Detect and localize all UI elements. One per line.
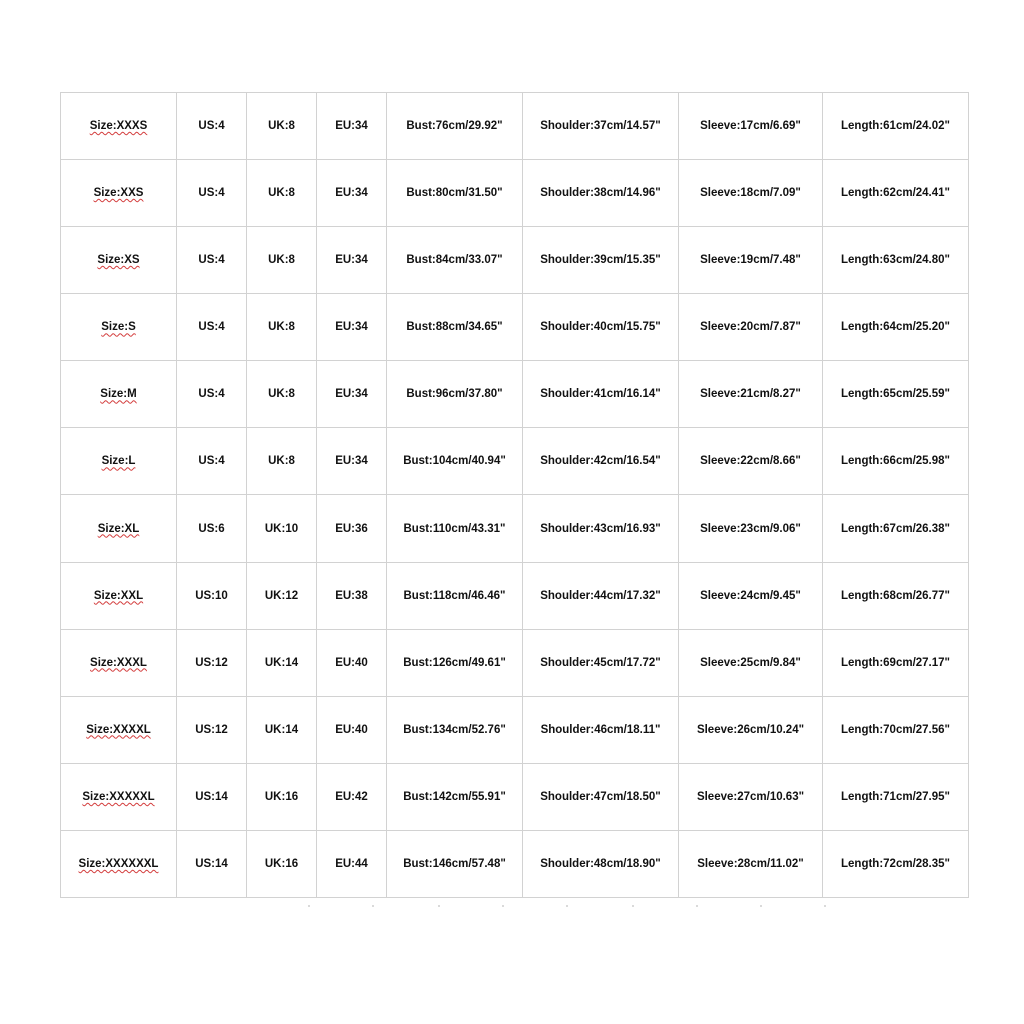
eu-size-cell bbox=[317, 763, 387, 830]
table-row bbox=[61, 629, 969, 696]
table-row bbox=[61, 294, 969, 361]
uk-size-cell bbox=[247, 294, 317, 361]
length-cell-text: Length:67cm/26.38" bbox=[841, 522, 950, 535]
table-row bbox=[61, 562, 969, 629]
us-size-cell-text: US:10 bbox=[195, 589, 228, 602]
sleeve-cell-text: Sleeve:23cm/9.06" bbox=[700, 522, 801, 535]
uk-size-cell-text: UK:12 bbox=[264, 589, 299, 602]
sleeve-cell-text: Sleeve:28cm/11.02" bbox=[697, 857, 804, 870]
length-cell-text: Length:70cm/27.56" bbox=[841, 723, 950, 736]
size-cell-text: Size:XXXXXL bbox=[82, 790, 155, 803]
eu-size-cell-text: EU:36 bbox=[335, 522, 368, 535]
sleeve-cell bbox=[679, 495, 823, 562]
size-cell bbox=[61, 830, 177, 897]
sleeve-cell-text: Sleeve:27cm/10.63" bbox=[696, 790, 805, 803]
bust-cell-text: Bust:142cm/55.91" bbox=[403, 790, 506, 803]
shoulder-cell-text: Shoulder:46cm/18.11" bbox=[540, 723, 661, 736]
us-size-cell-text: US:4 bbox=[198, 187, 225, 200]
size-cell bbox=[61, 495, 177, 562]
sleeve-cell bbox=[679, 562, 823, 629]
bust-cell bbox=[387, 227, 523, 294]
shoulder-cell-text: Shoulder:39cm/15.35" bbox=[540, 254, 661, 267]
eu-size-cell-text: EU:40 bbox=[335, 723, 368, 736]
shoulder-cell bbox=[523, 696, 679, 763]
us-size-cell-text: US:12 bbox=[195, 656, 228, 669]
uk-size-cell bbox=[247, 495, 317, 562]
sleeve-cell-text: Sleeve:25cm/9.84" bbox=[700, 656, 801, 669]
bust-cell bbox=[387, 495, 523, 562]
length-cell bbox=[823, 227, 969, 294]
eu-size-cell bbox=[317, 830, 387, 897]
length-cell-text: Length:71cm/27.95" bbox=[841, 790, 950, 803]
sleeve-cell bbox=[679, 763, 823, 830]
uk-size-cell-text: UK:8 bbox=[268, 388, 295, 401]
uk-size-cell bbox=[247, 830, 317, 897]
size-cell bbox=[61, 696, 177, 763]
length-cell-text: Length:68cm/26.77" bbox=[841, 589, 950, 602]
bust-cell bbox=[387, 763, 523, 830]
us-size-cell-text: US:4 bbox=[198, 120, 225, 133]
bust-cell-text: Bust:80cm/31.50" bbox=[406, 187, 503, 200]
shoulder-cell-text: Shoulder:47cm/18.50" bbox=[540, 790, 661, 803]
table-row bbox=[61, 160, 969, 227]
shoulder-cell-text: Shoulder:38cm/14.96" bbox=[540, 187, 661, 200]
sleeve-cell-text: Sleeve:26cm/10.24" bbox=[696, 723, 805, 736]
sleeve-cell bbox=[679, 93, 823, 160]
table-row bbox=[61, 763, 969, 830]
size-cell bbox=[61, 160, 177, 227]
sleeve-cell-text: Sleeve:20cm/7.87" bbox=[700, 321, 801, 334]
table-row bbox=[61, 428, 969, 495]
bust-cell-text: Bust:126cm/49.61" bbox=[403, 656, 506, 669]
us-size-cell bbox=[177, 830, 247, 897]
shoulder-cell bbox=[523, 160, 679, 227]
sleeve-cell bbox=[679, 830, 823, 897]
size-cell bbox=[61, 93, 177, 160]
size-cell bbox=[61, 428, 177, 495]
length-cell bbox=[823, 160, 969, 227]
eu-size-cell bbox=[317, 428, 387, 495]
eu-size-cell bbox=[317, 294, 387, 361]
us-size-cell bbox=[177, 361, 247, 428]
uk-size-cell bbox=[247, 763, 317, 830]
eu-size-cell-text: EU:34 bbox=[335, 187, 368, 200]
bust-cell bbox=[387, 629, 523, 696]
bust-cell bbox=[387, 428, 523, 495]
us-size-cell bbox=[177, 428, 247, 495]
size-cell bbox=[61, 763, 177, 830]
bust-cell bbox=[387, 93, 523, 160]
sleeve-cell-text: Sleeve:19cm/7.48" bbox=[700, 254, 801, 267]
length-cell bbox=[823, 495, 969, 562]
us-size-cell-text: US:14 bbox=[195, 790, 228, 803]
size-cell-text: Size:XXXXXXL bbox=[78, 857, 159, 870]
bust-cell bbox=[387, 160, 523, 227]
bust-cell-text: Bust:134cm/52.76" bbox=[403, 723, 506, 736]
bust-cell bbox=[387, 562, 523, 629]
eu-size-cell-text: EU:34 bbox=[335, 254, 368, 267]
uk-size-cell bbox=[247, 696, 317, 763]
uk-size-cell-text: UK:8 bbox=[268, 321, 295, 334]
shoulder-cell bbox=[523, 763, 679, 830]
shoulder-cell bbox=[523, 227, 679, 294]
length-cell bbox=[823, 629, 969, 696]
eu-size-cell-text: EU:38 bbox=[335, 589, 368, 602]
sleeve-cell-text: Sleeve:24cm/9.45" bbox=[700, 589, 801, 602]
bust-cell bbox=[387, 361, 523, 428]
uk-size-cell-text: UK:8 bbox=[268, 254, 295, 267]
size-chart-body bbox=[61, 93, 969, 898]
us-size-cell-text: US:14 bbox=[195, 857, 228, 870]
shoulder-cell bbox=[523, 428, 679, 495]
us-size-cell-text: US:6 bbox=[198, 522, 225, 535]
length-cell-text: Length:66cm/25.98" bbox=[841, 455, 950, 468]
bust-cell-text: Bust:84cm/33.07" bbox=[406, 254, 503, 267]
eu-size-cell-text: EU:44 bbox=[335, 857, 368, 870]
eu-size-cell bbox=[317, 93, 387, 160]
us-size-cell bbox=[177, 495, 247, 562]
size-cell-text: Size:XS bbox=[97, 254, 140, 267]
shoulder-cell-text: Shoulder:40cm/15.75" bbox=[540, 321, 661, 334]
shoulder-cell bbox=[523, 830, 679, 897]
size-cell bbox=[61, 294, 177, 361]
us-size-cell-text: US:12 bbox=[195, 723, 228, 736]
scan-dots bbox=[300, 905, 840, 909]
size-chart-table bbox=[60, 92, 969, 898]
size-cell-text: Size:S bbox=[101, 321, 136, 334]
eu-size-cell-text: EU:34 bbox=[335, 455, 368, 468]
shoulder-cell bbox=[523, 361, 679, 428]
uk-size-cell-text: UK:16 bbox=[264, 857, 299, 870]
eu-size-cell-text: EU:42 bbox=[335, 790, 368, 803]
sleeve-cell-text: Sleeve:22cm/8.66" bbox=[700, 455, 801, 468]
shoulder-cell-text: Shoulder:43cm/16.93" bbox=[540, 522, 661, 535]
us-size-cell bbox=[177, 294, 247, 361]
uk-size-cell-text: UK:14 bbox=[264, 656, 299, 669]
length-cell bbox=[823, 763, 969, 830]
bust-cell-text: Bust:118cm/46.46" bbox=[403, 589, 506, 602]
bust-cell bbox=[387, 830, 523, 897]
bust-cell bbox=[387, 696, 523, 763]
eu-size-cell bbox=[317, 160, 387, 227]
shoulder-cell bbox=[523, 629, 679, 696]
sleeve-cell bbox=[679, 227, 823, 294]
bust-cell bbox=[387, 294, 523, 361]
eu-size-cell-text: EU:40 bbox=[335, 656, 368, 669]
shoulder-cell-text: Shoulder:45cm/17.72" bbox=[540, 656, 661, 669]
us-size-cell-text: US:4 bbox=[198, 455, 225, 468]
shoulder-cell-text: Shoulder:42cm/16.54" bbox=[540, 455, 661, 468]
uk-size-cell bbox=[247, 361, 317, 428]
length-cell bbox=[823, 294, 969, 361]
bust-cell-text: Bust:76cm/29.92" bbox=[406, 120, 503, 133]
bust-cell-text: Bust:96cm/37.80" bbox=[406, 388, 503, 401]
us-size-cell bbox=[177, 93, 247, 160]
shoulder-cell bbox=[523, 495, 679, 562]
length-cell-text: Length:72cm/28.35" bbox=[841, 857, 950, 870]
uk-size-cell bbox=[247, 160, 317, 227]
us-size-cell-text: US:4 bbox=[198, 321, 225, 334]
table-row bbox=[61, 361, 969, 428]
us-size-cell bbox=[177, 227, 247, 294]
table-row bbox=[61, 227, 969, 294]
shoulder-cell-text: Shoulder:41cm/16.14" bbox=[540, 388, 661, 401]
shoulder-cell bbox=[523, 294, 679, 361]
eu-size-cell bbox=[317, 227, 387, 294]
length-cell-text: Length:61cm/24.02" bbox=[841, 120, 950, 133]
us-size-cell-text: US:4 bbox=[198, 254, 225, 267]
uk-size-cell-text: UK:8 bbox=[268, 455, 295, 468]
uk-size-cell bbox=[247, 428, 317, 495]
table-row bbox=[61, 696, 969, 763]
size-cell bbox=[61, 629, 177, 696]
shoulder-cell-text: Shoulder:37cm/14.57" bbox=[540, 120, 661, 133]
us-size-cell bbox=[177, 763, 247, 830]
us-size-cell-text: US:4 bbox=[198, 388, 225, 401]
uk-size-cell bbox=[247, 93, 317, 160]
eu-size-cell bbox=[317, 562, 387, 629]
uk-size-cell bbox=[247, 629, 317, 696]
uk-size-cell-text: UK:8 bbox=[268, 187, 295, 200]
us-size-cell bbox=[177, 629, 247, 696]
sleeve-cell-text: Sleeve:17cm/6.69" bbox=[700, 120, 801, 133]
eu-size-cell-text: EU:34 bbox=[335, 120, 368, 133]
uk-size-cell-text: UK:10 bbox=[264, 522, 299, 535]
us-size-cell bbox=[177, 562, 247, 629]
sleeve-cell-text: Sleeve:18cm/7.09" bbox=[700, 187, 801, 200]
length-cell-text: Length:69cm/27.17" bbox=[841, 656, 950, 669]
uk-size-cell bbox=[247, 562, 317, 629]
sleeve-cell bbox=[679, 696, 823, 763]
bust-cell-text: Bust:146cm/57.48" bbox=[403, 857, 506, 870]
eu-size-cell-text: EU:34 bbox=[335, 388, 368, 401]
uk-size-cell-text: UK:8 bbox=[268, 120, 295, 133]
sleeve-cell bbox=[679, 629, 823, 696]
length-cell-text: Length:64cm/25.20" bbox=[841, 321, 950, 334]
length-cell bbox=[823, 93, 969, 160]
eu-size-cell bbox=[317, 361, 387, 428]
uk-size-cell-text: UK:14 bbox=[264, 723, 299, 736]
sleeve-cell bbox=[679, 160, 823, 227]
length-cell bbox=[823, 428, 969, 495]
table-row bbox=[61, 495, 969, 562]
length-cell bbox=[823, 696, 969, 763]
size-cell-text: Size:XXXS bbox=[89, 120, 148, 133]
shoulder-cell bbox=[523, 562, 679, 629]
size-cell-text: Size:XXS bbox=[93, 187, 144, 200]
eu-size-cell bbox=[317, 495, 387, 562]
shoulder-cell-text: Shoulder:44cm/17.32" bbox=[540, 589, 661, 602]
sleeve-cell bbox=[679, 294, 823, 361]
uk-size-cell-text: UK:16 bbox=[264, 790, 299, 803]
length-cell-text: Length:63cm/24.80" bbox=[841, 254, 950, 267]
size-cell-text: Size:XXXXL bbox=[86, 723, 151, 736]
size-cell-text: Size:XXXL bbox=[90, 656, 147, 669]
eu-size-cell bbox=[317, 629, 387, 696]
size-cell bbox=[61, 361, 177, 428]
size-cell bbox=[61, 562, 177, 629]
size-cell-text: Size:L bbox=[101, 455, 136, 468]
length-cell bbox=[823, 830, 969, 897]
size-cell-text: Size:XXL bbox=[93, 589, 144, 602]
bust-cell-text: Bust:104cm/40.94" bbox=[403, 455, 506, 468]
bust-cell-text: Bust:88cm/34.65" bbox=[406, 321, 503, 334]
eu-size-cell-text: EU:34 bbox=[335, 321, 368, 334]
bust-cell-text: Bust:110cm/43.31" bbox=[403, 522, 506, 535]
us-size-cell bbox=[177, 160, 247, 227]
table-row bbox=[61, 830, 969, 897]
length-cell-text: Length:62cm/24.41" bbox=[841, 187, 950, 200]
sleeve-cell-text: Sleeve:21cm/8.27" bbox=[700, 388, 801, 401]
length-cell bbox=[823, 562, 969, 629]
sleeve-cell bbox=[679, 361, 823, 428]
table-row bbox=[61, 93, 969, 160]
size-cell-text: Size:XL bbox=[97, 522, 140, 535]
eu-size-cell bbox=[317, 696, 387, 763]
size-cell-text: Size:M bbox=[100, 388, 137, 401]
us-size-cell bbox=[177, 696, 247, 763]
length-cell-text: Length:65cm/25.59" bbox=[841, 388, 950, 401]
length-cell bbox=[823, 361, 969, 428]
shoulder-cell-text: Shoulder:48cm/18.90" bbox=[540, 857, 661, 870]
size-cell bbox=[61, 227, 177, 294]
uk-size-cell bbox=[247, 227, 317, 294]
shoulder-cell bbox=[523, 93, 679, 160]
sleeve-cell bbox=[679, 428, 823, 495]
